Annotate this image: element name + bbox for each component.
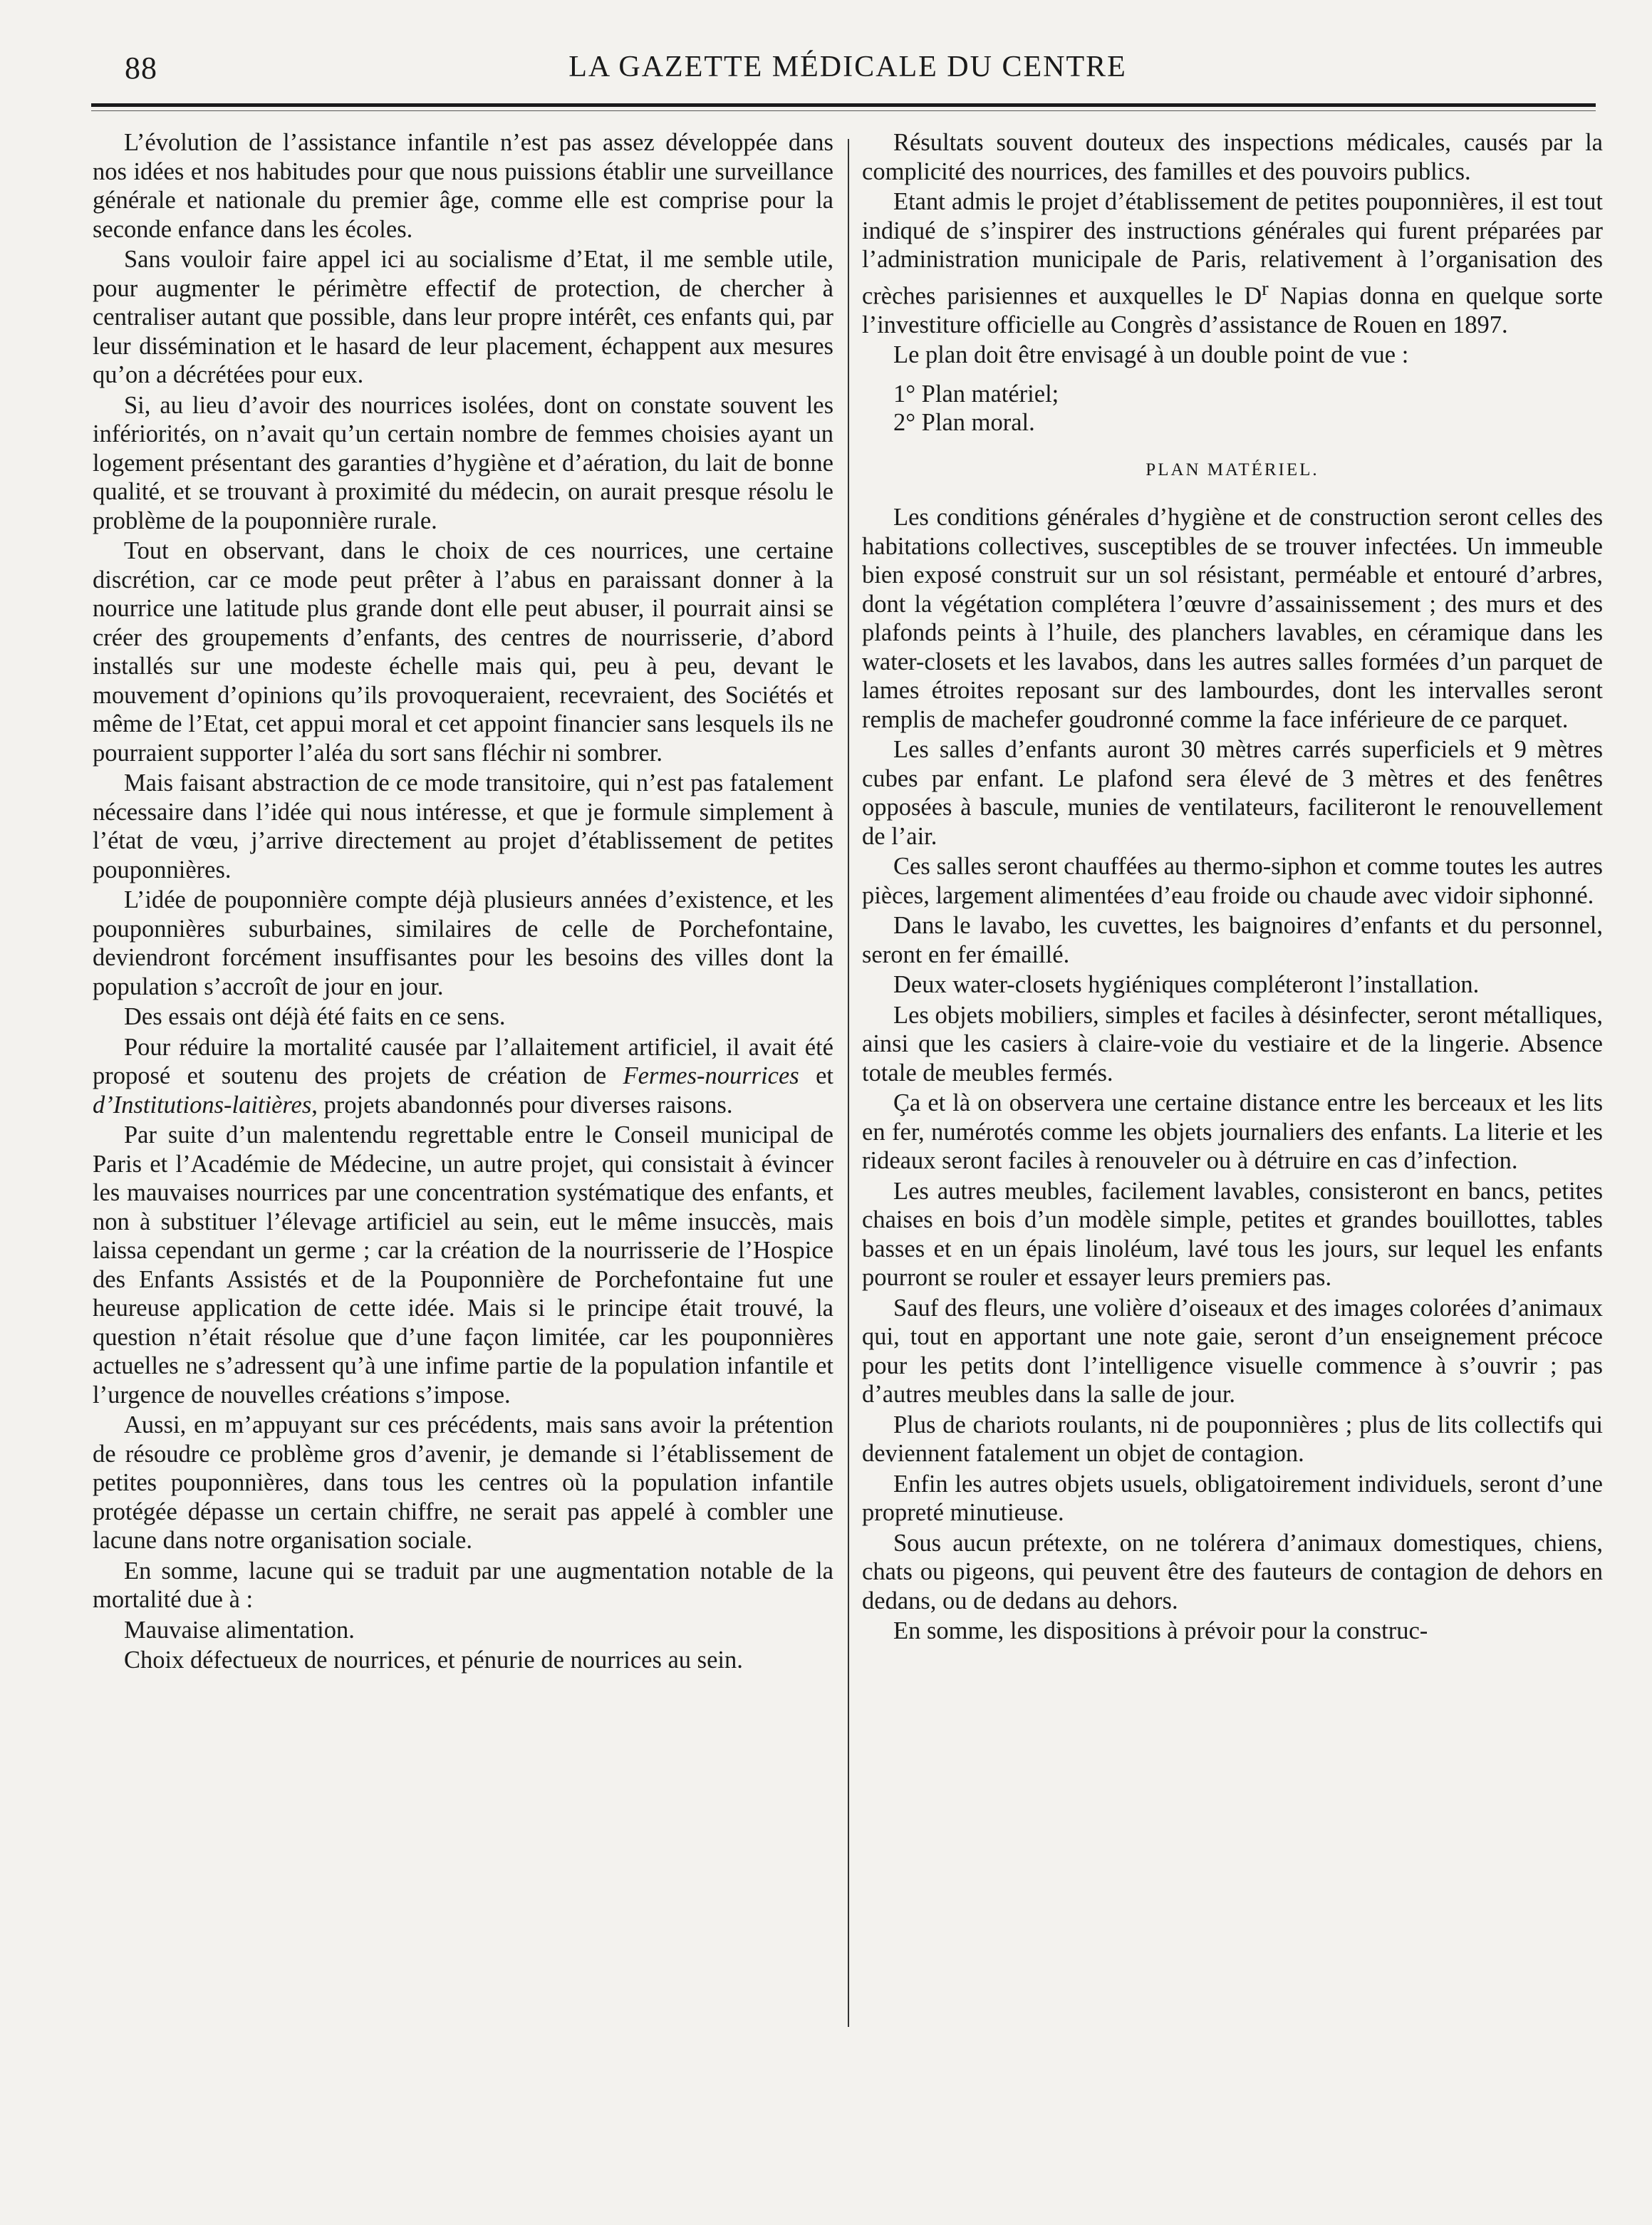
text-run: Etant admis le projet d’établissement de petites pouponnières, il est tout indiqué de s’inspirer des instructions générales qui furent préparées par l’administration municipale de Paris, relativement à l’organisation des crèches parisiennes et auxquelles le D bbox=[862, 188, 1603, 309]
paragraph: Si, au lieu d’avoir des nourrices isolées, dont on constate souvent les infériorités, on n’avait qu’un certain nombre de femmes choisies ayant un logement présentant des garanties d’hygiène et d’aération, du lait de bonne qualité, et se trouvant à proximité du médecin, on aurait presque résolu le problème de la pouponnière rurale. bbox=[93, 391, 833, 534]
paragraph: Des essais ont déjà été faits en ce sens. bbox=[124, 1003, 506, 1030]
plan-item: 1° Plan matériel; bbox=[893, 380, 1059, 408]
paragraph: L’évolution de l’assistance infantile n’est pas assez développée dans nos idées et nos habitudes pour que nous puissions établir une surveillance générale et nationale du premier âge, comme elle est comprise pour la seconde enfance dans les écoles. bbox=[93, 129, 833, 243]
paragraph: Les conditions générales d’hygiène et de construction seront celles des habitations collectives, susceptibles de se trouver infectées. Un immeuble bien exposé construit sur un sol résistant, perméable et entouré d’arbres, dont la végétation complétera l’œuvre d’assainissement ; des murs et des plafonds peints à l’huile, des planchers lavables, en céramique dans les water-closets et les lavabos, dans les autres salles formées d’un parquet de lames étroites reposant sur des lambourdes, dont les intervalles seront remplis de machefer goudronné comme la face inférieure de ce parquet. bbox=[862, 504, 1603, 733]
paragraph: Sous aucun prétexte, on ne tolérera d’animaux domestiques, chiens, chats ou pigeons, qui peuvent être des fauteurs de contagion de dehors en dedans, ou de dedans au dehors. bbox=[862, 1529, 1603, 1614]
page-number: 88 bbox=[125, 51, 157, 85]
paragraph: L’idée de pouponnière compte déjà plusieurs années d’existence, et les pouponnières suburbaines, similaires de celle de Porchefontaine, deviendront forcément insuffisantes pour les besoins des villes dont la population s’accroît de jour en jour. bbox=[93, 886, 833, 1000]
paragraph: En somme, les dispositions à prévoir pour la construc- bbox=[893, 1617, 1428, 1644]
header-rule-thin bbox=[91, 110, 1596, 111]
paragraph: Aussi, en m’appuyant sur ces précédents, mais sans avoir la prétention de résoudre ce problème gros d’avenir, je demande si l’établissement de petites pouponnières, dans tous les centres où la population infantile protégée dépasse un certain chiffre, ne serait pas appelé à combler une lacune dans notre organisation sociale. bbox=[93, 1411, 833, 1554]
paragraph: Les objets mobiliers, simples et faciles à désinfecter, seront métalliques, ainsi que les casiers à claire-voie du vestiaire et de la lingerie. Absence totale de meubles fermés. bbox=[862, 1001, 1603, 1086]
text-run: , projets abandonnés pour diverses raisons. bbox=[311, 1091, 733, 1119]
column-divider bbox=[848, 139, 849, 2027]
paragraph: En somme, lacune qui se traduit par une augmentation notable de la mortalité due à : bbox=[93, 1557, 833, 1613]
text-run: Napias donna en quelque sorte l’investiture officielle au Congrès d’assistance de Rouen en 1897. bbox=[862, 282, 1603, 338]
left-column bbox=[93, 128, 833, 1676]
paragraph: Mais faisant abstraction de ce mode transitoire, qui n’est pas fatalement nécessaire dans l’idée qui nous intéresse, et que je formule simplement à l’état de vœu, j’arrive directement au projet d’établissement de petites pouponnières. bbox=[93, 769, 833, 883]
paragraph: Ça et là on observera une certaine distance entre les berceaux et les lits en fer, numérotés comme les objets journaliers des enfants. La literie et les rideaux seront faciles à renouveler ou à détruire en cas d’infection. bbox=[862, 1089, 1603, 1174]
plan-intro: Le plan doit être envisagé à un double point de vue : bbox=[893, 341, 1409, 368]
paragraph: Par suite d’un malentendu regrettable entre le Conseil municipal de Paris et l’Académie de Médecine, un autre projet, qui consistait à évincer les mauvaises nourrices par une concentration systématique des enfants, et non à substituer l’élevage artificiel au sein, eut le même insuccès, mais laissa cependant un germe ; car la création de la nourrisserie de l’Hospice des Enfants Assistés et de la Pouponnière de Porchefontaine fut une heureuse application de cette idée. Mais si le principe était trouvé, la question n’était résolue que d’une façon limitée, car les pouponnières actuelles ne s’adressent qu’à une infime partie de la population infantile et l’urgence de nouvelles créations s’impose. bbox=[93, 1121, 833, 1409]
paragraph: Deux water-closets hygiéniques compléteront l’installation. bbox=[893, 971, 1480, 998]
text-run: Pour réduire la mortalité causée par l’allaitement artificiel, il avait été proposé et soutenu des projets de création de bbox=[93, 1033, 833, 1089]
text-run: et bbox=[799, 1062, 834, 1089]
plan-item: 2° Plan moral. bbox=[893, 409, 1035, 436]
page-header bbox=[93, 50, 1603, 93]
superscript: r bbox=[1262, 276, 1269, 300]
paragraph: Résultats souvent douteux des inspections médicales, causés par la complicité des nourrices, des familles et des pouvoirs publics. bbox=[862, 129, 1603, 185]
paragraph: Choix défectueux de nourrices, et pénurie de nourrices au sein. bbox=[124, 1646, 743, 1674]
paragraph: Dans le lavabo, les cuvettes, les baignoires d’enfants et du personnel, seront en fer émaillé. bbox=[862, 912, 1603, 968]
paragraph-napias bbox=[862, 187, 1603, 339]
italic-term: Fermes-nourrices bbox=[623, 1062, 799, 1089]
paragraph: Les autres meubles, facilement lavables, consisteront en bancs, petites chaises en bois d’un modèle simple, petites et grandes bouillottes, tables basses et en un épais linoléum, lavé tous les jours, sur lequel les enfants pourront se rouler et essayer leurs premiers pas. bbox=[862, 1177, 1603, 1291]
paragraph: Les salles d’enfants auront 30 mètres carrés superficiels et 9 mètres cubes par enfant. Le plafond sera élevé de 3 mètres et des fenêtres opposées à bascule, munies de ventilateurs, faciliteront le renouvellement de l’air. bbox=[862, 736, 1603, 850]
paragraph-fermes bbox=[93, 1033, 833, 1120]
paragraph: Tout en observant, dans le choix de ces nourrices, une certaine discrétion, car ce mode peut prêter à l’abus en paraissant donner à la nourrice une latitude plus grande dont elle peut abuser, il pourrait ainsi se créer des groupements d’enfants, des centres de nourrisserie, d’abord installés sur une modeste échelle mais qui, peu à peu, devant le mouvement d’opinions qu’ils provoqueraient, recevraient, des Sociétés et même de l’Etat, cet appui moral et cet appoint financier sans lesquels ils ne pourraient supporter l’aléa du sort sans fléchir ni sombrer. bbox=[93, 537, 833, 767]
running-title: LA GAZETTE MÉDICALE DU CENTRE bbox=[568, 51, 1127, 83]
paragraph: Sauf des fleurs, une volière d’oiseaux et des images colorées d’animaux qui, tout en apportant une note gaie, seront d’un enseignement précoce pour les petits dont l’intelligence visuelle commence à s’ouvrir ; pas d’autres meubles dans la salle de jour. bbox=[862, 1294, 1603, 1408]
header-rule bbox=[91, 103, 1596, 107]
paragraph: Ces salles seront chauffées au thermo-siphon et comme toutes les autres pièces, largement alimentées d’eau froide ou chaude avec vidoir siphonné. bbox=[862, 853, 1603, 909]
italic-term: d’Institutions-laitières bbox=[93, 1091, 312, 1119]
section-heading: PLAN MATÉRIEL. bbox=[1146, 460, 1319, 479]
paragraph: Enfin les autres objets usuels, obligatoirement individuels, seront d’une propreté minutieuse. bbox=[862, 1470, 1603, 1526]
right-column bbox=[862, 128, 1603, 1647]
paragraph: Mauvaise alimentation. bbox=[124, 1616, 355, 1644]
paragraph: Sans vouloir faire appel ici au socialisme d’Etat, il me semble utile, pour augmenter le périmètre effectif de protection, de chercher à centraliser autant que possible, dans leur propre intérêt, ces enfants qui, par leur dissémination et le hasard de leur placement, échappent aux mesures qu’on a décrétées pour eux. bbox=[93, 246, 833, 388]
paragraph: Plus de chariots roulants, ni de pouponnières ; plus de lits collectifs qui deviennent fatalement un objet de contagion. bbox=[862, 1411, 1603, 1467]
